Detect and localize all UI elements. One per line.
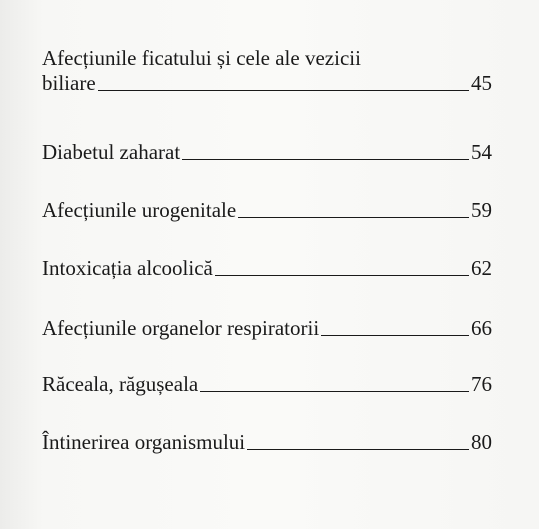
- toc-entry: [42, 430, 492, 455]
- toc-entry: [42, 256, 492, 281]
- toc-page-number: 76: [471, 372, 492, 396]
- toc-page-number: 45: [471, 71, 492, 95]
- toc-page-number: 54: [471, 140, 492, 164]
- toc-entry-title: Diabetul zaharat: [42, 140, 181, 164]
- toc-page-number: 62: [471, 256, 492, 280]
- toc-entry-title-line1: Afecțiunile ficatului și cele ale vezicii: [42, 46, 361, 70]
- toc-page-number: 66: [471, 316, 492, 340]
- toc-leader-line: [98, 90, 469, 91]
- toc-page-number: 59: [471, 198, 492, 222]
- toc-entry: [42, 140, 492, 165]
- toc-entry-title: biliare: [42, 71, 96, 95]
- toc-entry: [42, 316, 492, 341]
- toc-leader-line: [215, 275, 469, 276]
- toc-leader-line: [321, 335, 469, 336]
- toc-entry-title: Afecțiunile urogenitale: [42, 198, 237, 222]
- toc-entry: [42, 198, 492, 223]
- toc-leader-line: [247, 449, 469, 450]
- toc-leader-line: [238, 217, 469, 218]
- toc-entry: [42, 372, 492, 397]
- toc-leader-line: [182, 159, 469, 160]
- toc-entry-title: Afecțiunile organelor respiratorii: [42, 316, 320, 340]
- toc-entry-title: Răceala, răgușeala: [42, 372, 199, 396]
- toc-entry-title: Întinerirea organismului: [42, 430, 246, 454]
- toc-page-number: 80: [471, 430, 492, 454]
- toc-entry: [42, 46, 492, 96]
- toc-leader-line: [200, 391, 469, 392]
- toc-entry-title: Intoxicația alcoolică: [42, 256, 213, 280]
